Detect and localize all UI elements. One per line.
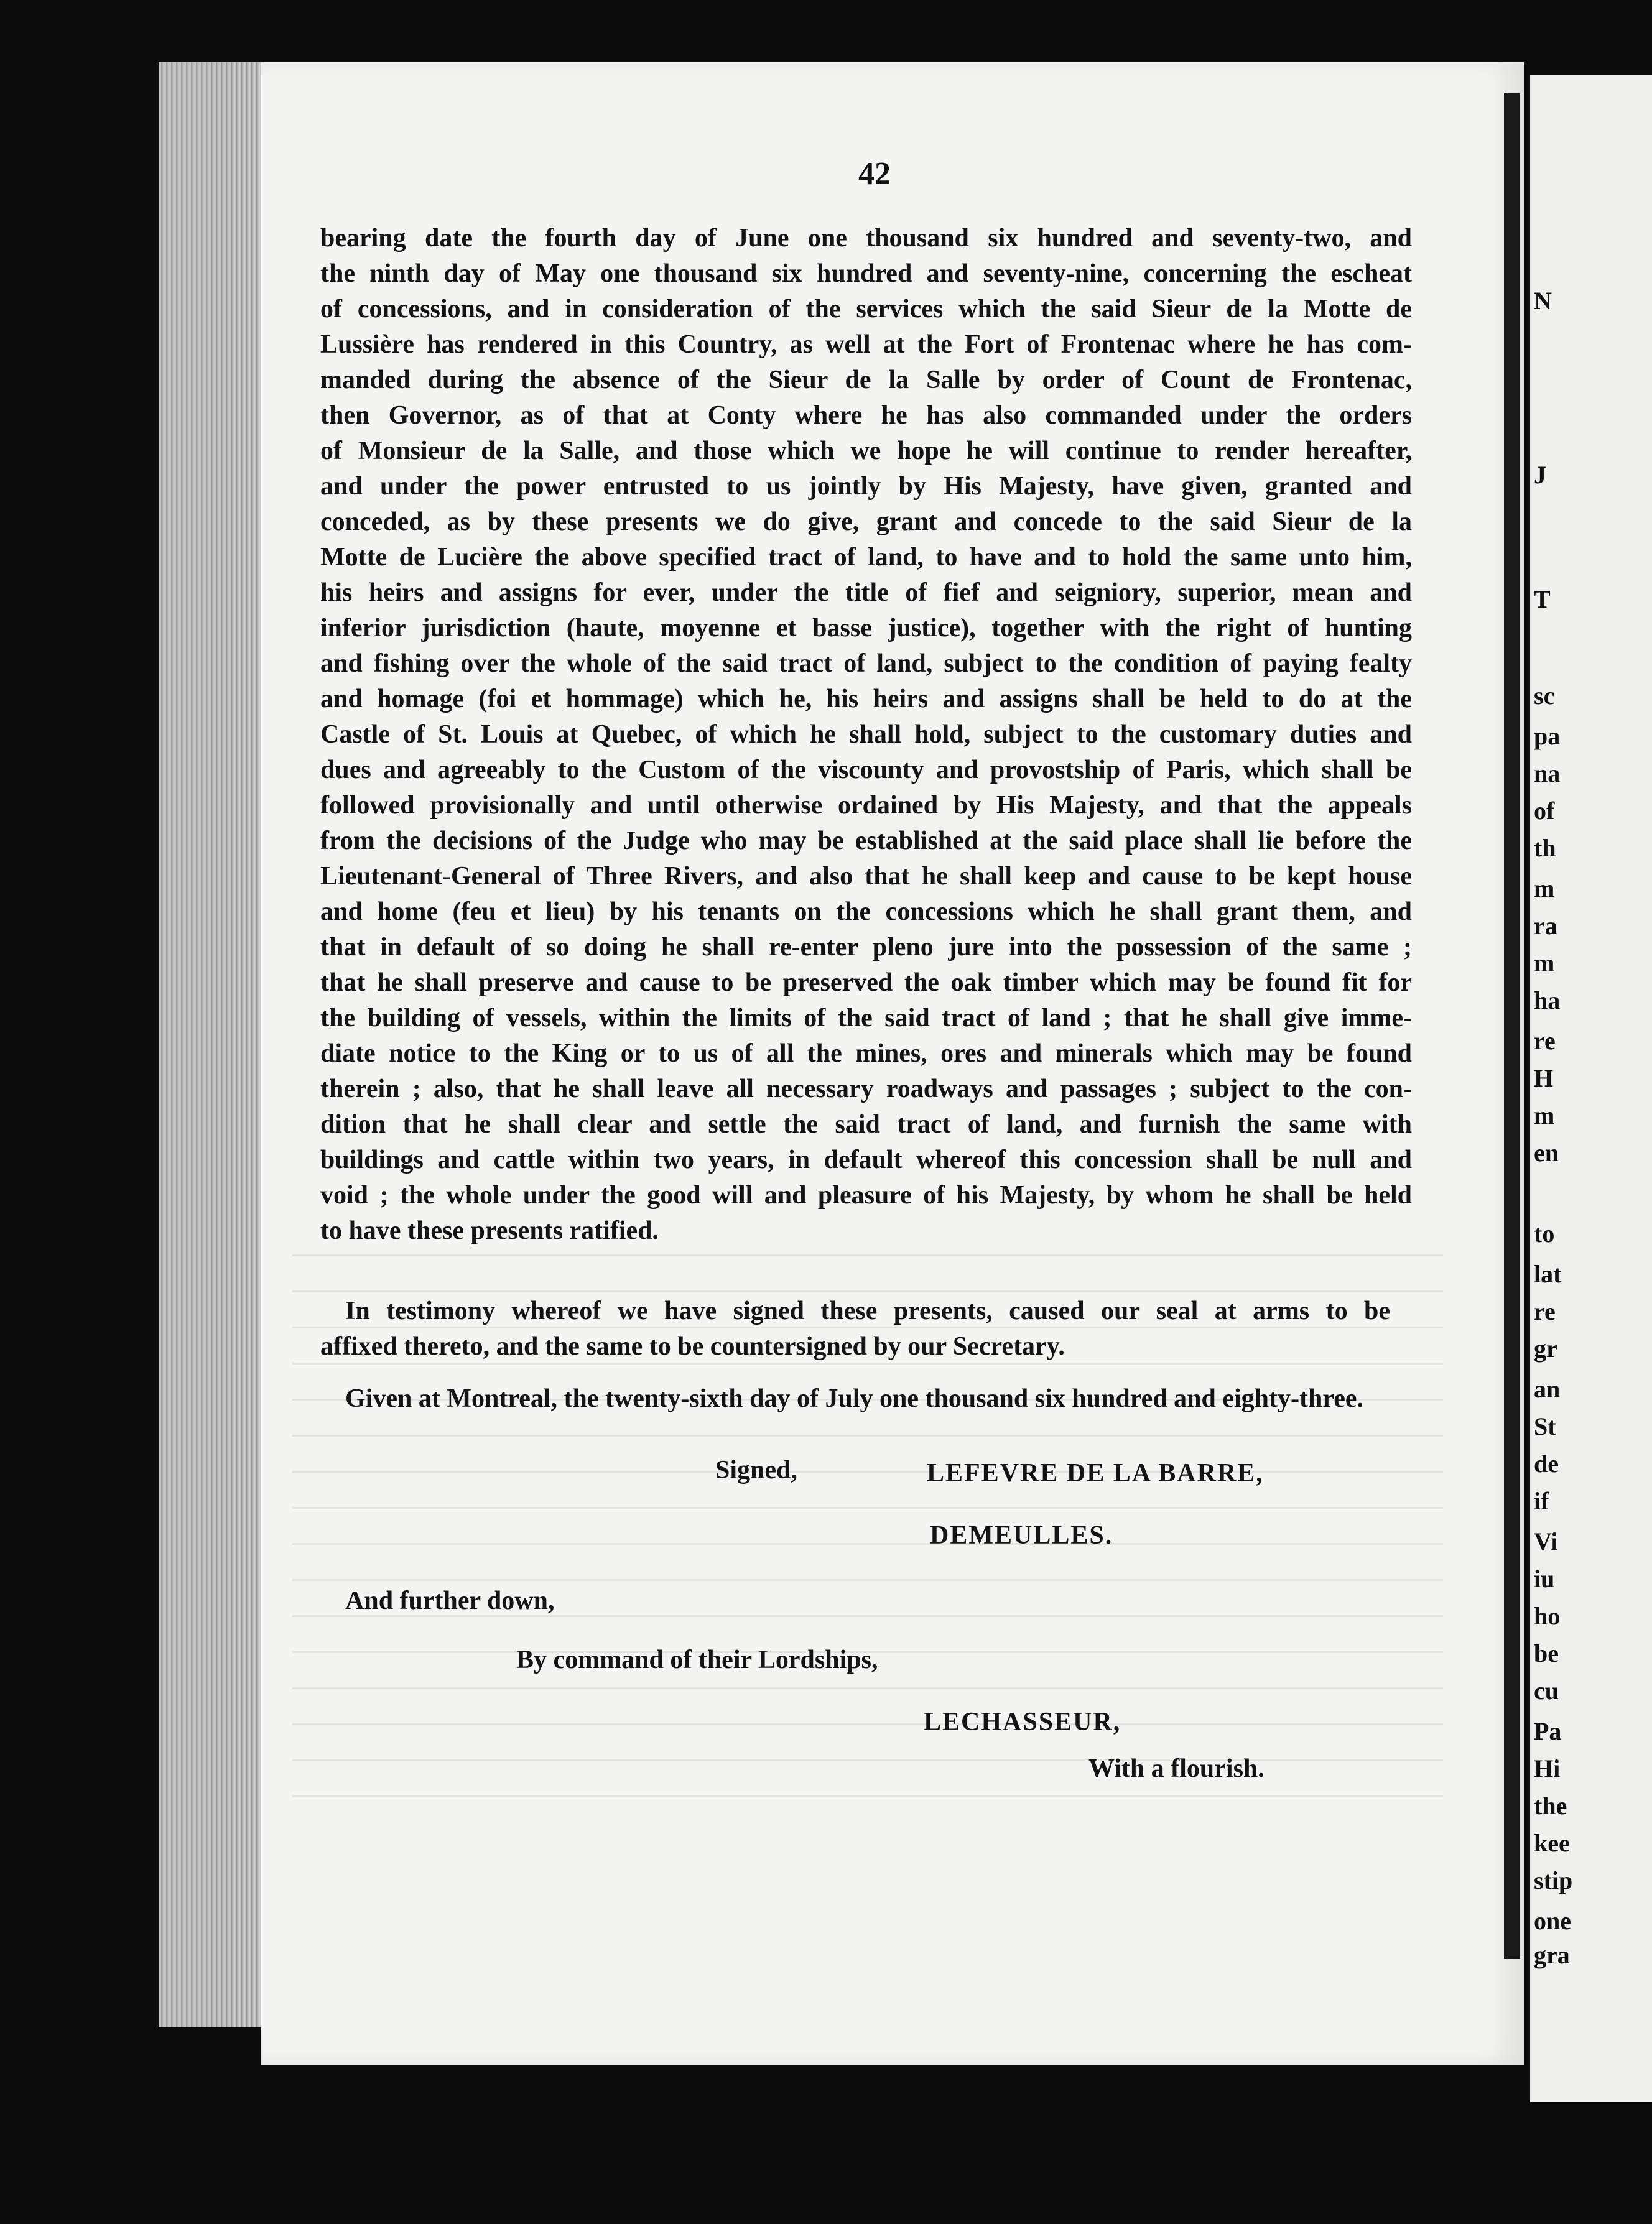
text-line: buildings and cattle within two years, in default whereof this concession shall be null and (320, 1146, 1412, 1174)
book-page-edges (159, 62, 271, 2027)
text-line: followed provisionally and until otherwise ordained by His Majesty, and that the appeals (320, 791, 1412, 820)
facing-page-fragment: an (1534, 1375, 1561, 1403)
text-line: dition that he shall clear and settle the said tract of land, and furnish the same with (320, 1110, 1412, 1139)
facing-page-fragment: ra (1534, 912, 1557, 940)
text-line: from the decisions of the Judge who may be established at the said place shall lie before the (320, 827, 1412, 855)
text-line: to have these presents ratified. (320, 1216, 659, 1245)
facing-page-fragment: one (1534, 1907, 1571, 1935)
text-line: then Governor, as of that at Conty where he has also commanded under the orders (320, 401, 1412, 430)
text-line: therein ; also, that he shall leave all necessary roadways and passages ; subject to the con- (320, 1075, 1412, 1103)
flourish-note: With a flourish. (1088, 1754, 1265, 1783)
given-at-line: Given at Montreal, the twenty-sixth day of July one thousand six hundred and eighty-three. (345, 1384, 1363, 1413)
text-line: In testimony whereof we have signed these presents, caused our seal at arms to be (345, 1297, 1390, 1325)
text-line: affixed thereto, and the same to be countersigned by our Secretary. (320, 1332, 1065, 1361)
facing-page-fragment: Pa (1534, 1717, 1562, 1745)
facing-page-fragment: Vi (1534, 1527, 1558, 1555)
facing-page-fragment: m (1534, 1101, 1555, 1129)
facing-page-fragment: gra (1534, 1941, 1570, 1969)
text-line: that in default of so doing he shall re-enter pleno jure into the possession of the same ; (320, 933, 1412, 961)
text-line: conceded, as by these presents we do give, grant and concede to the said Sieur de la (320, 507, 1412, 536)
book-gutter (1504, 93, 1520, 1959)
signed-label: Signed, (715, 1456, 797, 1485)
text-line: of concessions, and in consideration of the services which the said Sieur de la Motte de (320, 295, 1412, 323)
text-line: void ; the whole under the good will and pleasure of his Majesty, by whom he shall be held (320, 1181, 1412, 1210)
facing-page-fragment: stip (1534, 1866, 1573, 1894)
text-line: inferior jurisdiction (haute, moyenne et basse justice), together with the right of hunting (320, 614, 1412, 642)
text-line: the ninth day of May one thousand six hundred and seventy-nine, concerning the escheat (320, 259, 1412, 288)
text-line: Lussière has rendered in this Country, as well at the Fort of Frontenac where he has com- (320, 330, 1412, 359)
text-line: of Monsieur de la Salle, and those which we hope he will continue to render hereafter, (320, 437, 1412, 465)
facing-page-fragment: ho (1534, 1602, 1561, 1630)
facing-page-fragment: sc (1534, 682, 1555, 710)
facing-page-fragment: en (1534, 1139, 1559, 1167)
text-line: and home (feu et lieu) by his tenants on the concessions which he shall grant them, and (320, 897, 1412, 926)
facing-page-fragment: kee (1534, 1829, 1570, 1857)
facing-page-fragment: re (1534, 1297, 1556, 1325)
facing-page-fragment: gr (1534, 1335, 1557, 1363)
facing-page-fragment: Hi (1534, 1754, 1561, 1782)
page-number: 42 (858, 156, 891, 192)
text-line: that he shall preserve and cause to be preserved the oak timber which may be found fit for (320, 968, 1412, 997)
facing-page-fragment: de (1534, 1450, 1559, 1478)
by-command-line: By command of their Lordships, (516, 1646, 878, 1674)
facing-page-fragment: of (1534, 797, 1555, 825)
facing-page-fragment: be (1534, 1639, 1559, 1667)
main-paragraph (320, 221, 1412, 1249)
facing-page-fragment: th (1534, 834, 1556, 862)
facing-page-fragment: pa (1534, 722, 1561, 750)
text-line: and under the power entrusted to us jointly by His Majesty, have given, granted and (320, 472, 1412, 501)
text-line: Motte de Lucière the above specified tract of land, to have and to hold the same unto him, (320, 543, 1412, 572)
text-line: and homage (foi et hommage) which he, his heirs and assigns shall be held to do at the (320, 685, 1412, 713)
facing-page-fragment: T (1534, 585, 1551, 613)
text-line: Lieutenant-General of Three Rivers, and also that he shall keep and cause to be kept house (320, 862, 1412, 891)
facing-page-edge (1530, 75, 1652, 2102)
facing-page-fragment: the (1534, 1792, 1567, 1820)
facing-page-fragment: if (1534, 1487, 1549, 1515)
testimony-paragraph (320, 1294, 1390, 1365)
signer-lefevre: LEFEVRE DE LA BARRE, (927, 1459, 1264, 1488)
facing-page-fragment: na (1534, 759, 1561, 787)
text-line: the building of vessels, within the limits of the said tract of land ; that he shall give imme- (320, 1004, 1412, 1032)
further-down-label: And further down, (345, 1587, 555, 1615)
text-line: diate notice to the King or to us of all the mines, ores and minerals which may be found (320, 1039, 1412, 1068)
facing-page-fragment: cu (1534, 1677, 1559, 1705)
text-line: and fishing over the whole of the said tract of land, subject to the condition of paying fealty (320, 649, 1412, 678)
facing-page-fragment: re (1534, 1027, 1556, 1055)
text-line: his heirs and assigns for ever, under the title of fief and seigniory, superior, mean and (320, 578, 1412, 607)
facing-page-fragment: H (1534, 1064, 1554, 1092)
facing-page-fragment: St (1534, 1412, 1556, 1440)
signer-lechasseur: LECHASSEUR, (924, 1708, 1121, 1736)
signer-demeulles: DEMEULLES. (930, 1521, 1113, 1550)
facing-page-fragment: iu (1534, 1565, 1555, 1593)
facing-page-fragment: lat (1534, 1260, 1562, 1288)
text-line: Castle of St. Louis at Quebec, of which he shall hold, subject to the customary duties and (320, 720, 1412, 749)
text-line: dues and agreeably to the Custom of the viscounty and provostship of Paris, which shall be (320, 756, 1412, 784)
facing-page-fragment: m (1534, 949, 1555, 977)
text-line: bearing date the fourth day of June one thousand six hundred and seventy-two, and (320, 224, 1412, 253)
facing-page-fragment: m (1534, 874, 1555, 902)
facing-page-fragment: J (1534, 461, 1546, 489)
facing-page-fragment: to (1534, 1220, 1555, 1248)
facing-page-fragment: ha (1534, 986, 1561, 1014)
facing-page-fragment: N (1534, 287, 1552, 315)
text-line: manded during the absence of the Sieur de la Salle by order of Count de Frontenac, (320, 366, 1412, 394)
